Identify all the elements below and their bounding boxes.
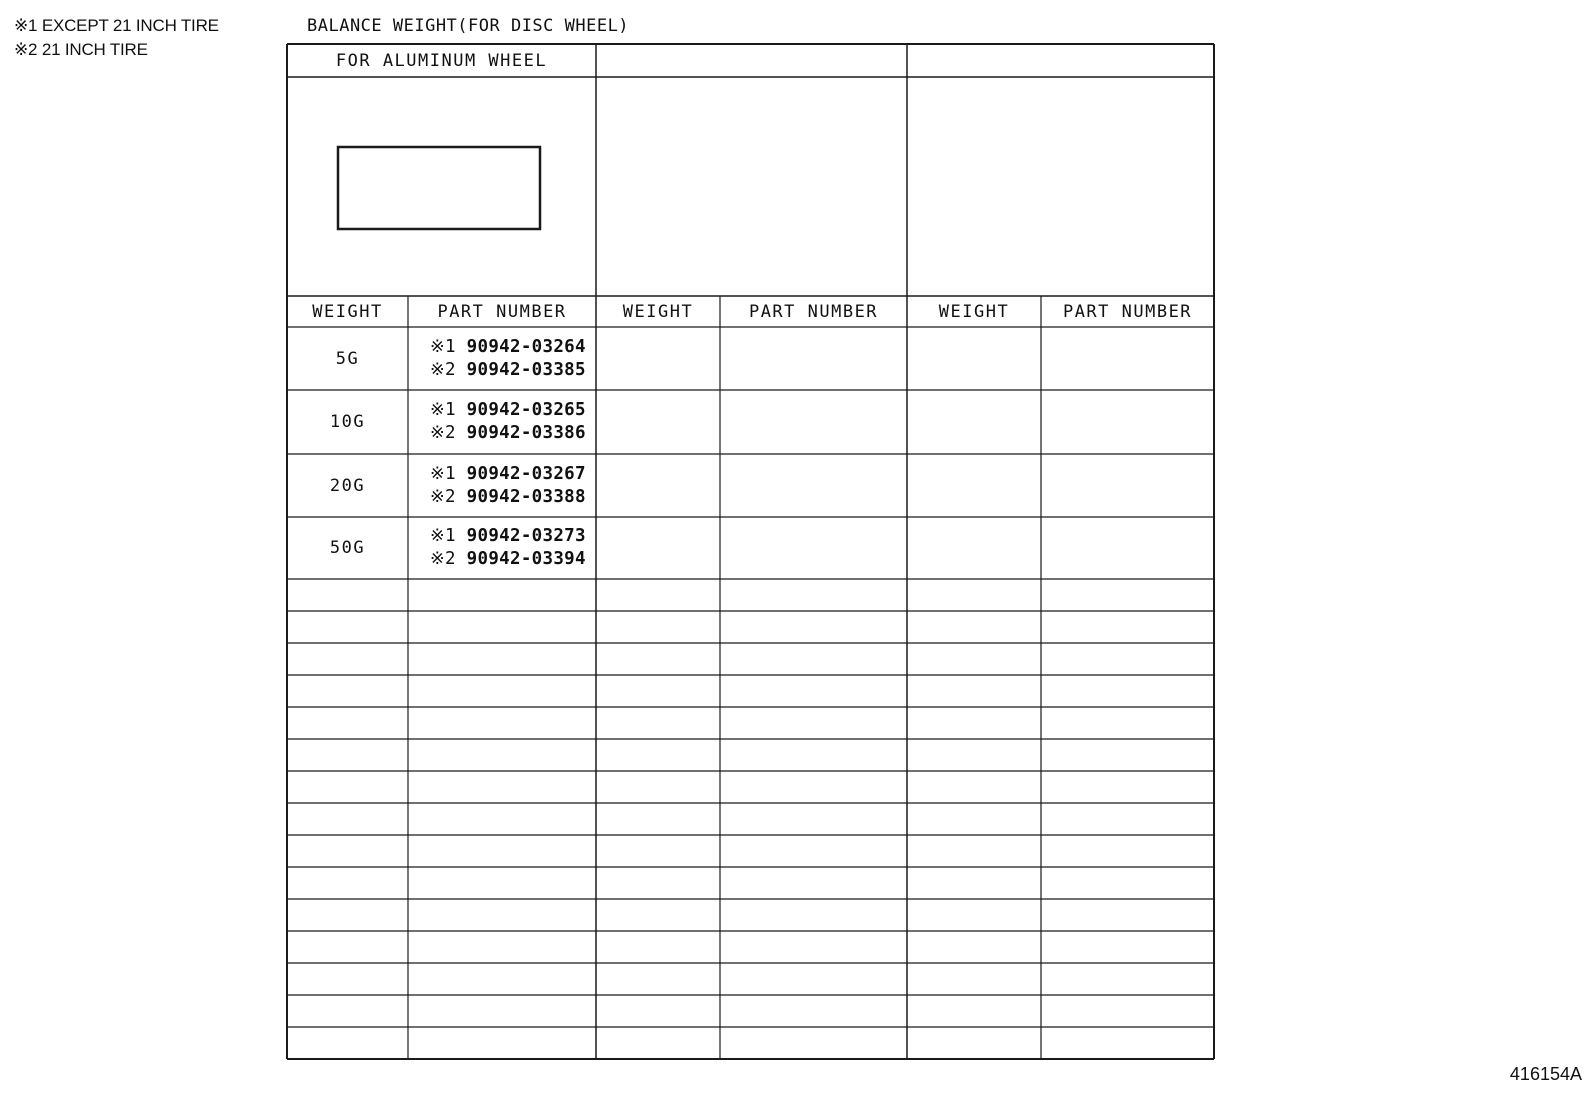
column-header-weight: WEIGHT	[622, 301, 694, 322]
part-number-line	[430, 422, 586, 445]
weight-cell: 50G	[329, 538, 366, 558]
column-header-weight: WEIGHT	[312, 301, 383, 322]
footnote-legend	[14, 14, 219, 62]
part-number: 90942-03273	[455, 526, 586, 546]
tire-size-marker: ※1	[430, 400, 456, 420]
tire-size-marker: ※2	[430, 359, 456, 380]
tire-size-marker: ※2	[430, 486, 456, 507]
weight-cell: 20G	[329, 475, 366, 496]
group-header	[596, 44, 907, 77]
part-number: 90942-03264	[455, 336, 586, 357]
part-number-line	[430, 548, 586, 571]
drawing-id: 416154A	[1509, 1064, 1582, 1084]
tire-size-marker: ※1	[430, 463, 456, 484]
tire-size-marker: ※2	[430, 549, 456, 569]
part-number-line	[430, 399, 586, 422]
footnote-1: ※1 EXCEPT 21 INCH TIRE	[14, 16, 219, 35]
tire-size-marker: ※1	[430, 336, 456, 357]
tire-size-marker: ※2	[430, 423, 456, 443]
page-title: BALANCE WEIGHT(FOR DISC WHEEL)	[307, 16, 630, 36]
part-number-line	[430, 525, 586, 548]
tire-size-marker: ※1	[430, 526, 456, 546]
footnote-2: ※2 21 INCH TIRE	[14, 40, 148, 59]
part-number-cell	[408, 517, 596, 579]
column-header-part-number: PART NUMBER	[437, 301, 567, 322]
balance-weight-illustration	[338, 147, 540, 229]
part-number: 90942-03265	[455, 400, 586, 420]
part-number: 90942-03267	[455, 463, 586, 484]
part-number: 90942-03388	[455, 486, 586, 507]
weight-cell: 10G	[329, 412, 366, 432]
part-number-line	[430, 336, 586, 359]
group-header	[907, 44, 1214, 77]
part-number: 90942-03386	[455, 423, 586, 443]
column-header-part-number: PART NUMBER	[748, 301, 879, 322]
part-number-line	[430, 463, 586, 486]
part-number-cell	[408, 390, 596, 454]
part-number-cell	[408, 454, 596, 517]
weight-cell: 5G	[335, 348, 360, 369]
part-number-line	[430, 359, 586, 382]
part-number-line	[430, 486, 586, 509]
part-number: 90942-03394	[455, 549, 586, 569]
group-header: FOR ALUMINUM WHEEL	[335, 50, 548, 71]
column-header-weight: WEIGHT	[938, 301, 1010, 322]
part-number: 90942-03385	[455, 359, 586, 380]
part-number-cell	[408, 327, 596, 390]
column-header-part-number: PART NUMBER	[1062, 301, 1193, 322]
